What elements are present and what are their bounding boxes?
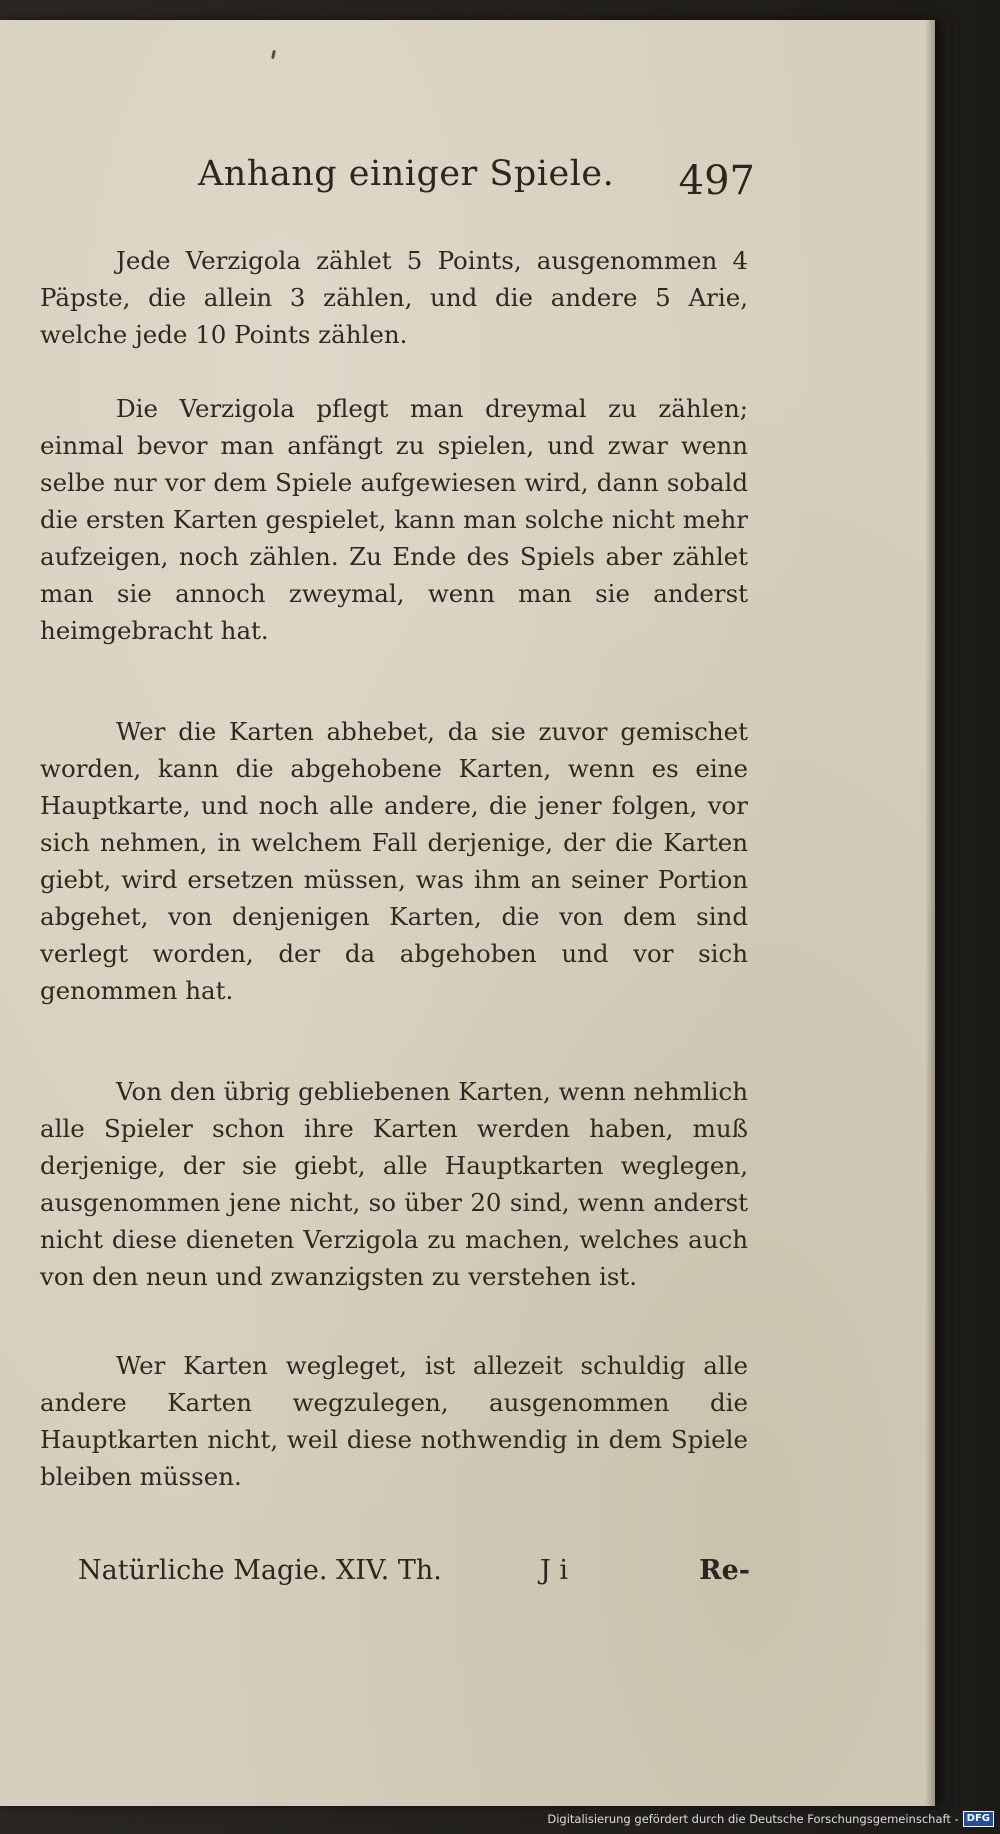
paragraph-4: Von den übrig gebliebenen Karten, wenn nehmlich alle Spieler schon ihre Karten werden haben, muß derjenige, der sie giebt, alle Hauptkarten weglegen, ausgenommen jene nicht, so über 20 sind, wenn anderst nicht diese dieneten Verzigola zu machen, welches auch von den neun und zwanzigsten zu verstehen ist. xyxy=(40,1077,748,1291)
running-title: Anhang einiger Spiele. xyxy=(198,154,615,194)
paragraph-3: Wer die Karten abhebet, da sie zuvor gemischet worden, kann die abgehobene Karten, wenn es eine Hauptkarte, und noch alle andere, die jener folgen, vor sich nehmen, in welchem Fall derjenige, der die Karten giebt, wird ersetzen müssen, was ihm an seiner Portion abgehet, von denjenigen Karten, die von dem sind verlegt worden, der da abgehoben und vor sich genommen hat. xyxy=(40,717,748,1005)
paragraph-5: Wer Karten wegleget, ist allezeit schuldig alle andere Karten wegzulegen, ausgenommen die Hauptkarten nicht, weil diese nothwendig in dem Spiele bleiben müssen. xyxy=(40,1351,748,1491)
sheet-signature: J i xyxy=(540,1555,569,1586)
funding-credit xyxy=(547,1808,994,1830)
signature-line: Natürliche Magie. XIV. Th. xyxy=(78,1555,442,1586)
page-edge-shadow xyxy=(925,20,935,1806)
ink-speck xyxy=(271,50,276,59)
credit-text: Digitalisierung gefördert durch die Deutsche Forschungsgemeinschaft - xyxy=(547,1812,959,1826)
page-header xyxy=(40,150,755,210)
page-footer xyxy=(78,1555,750,1595)
body-text xyxy=(40,242,748,1495)
dfg-logo: DFG xyxy=(963,1811,994,1827)
catchword: Re- xyxy=(699,1555,750,1586)
page-number: 497 xyxy=(678,158,755,204)
scanned-page xyxy=(0,20,935,1806)
paragraph-2: Die Verzigola pflegt man dreymal zu zählen; einmal bevor man anfängt zu spielen, und zwar wenn selbe nur vor dem Spiele aufgewiesen wird, dann sobald die ersten Karten gespielet, kann man solche nicht mehr aufzeigen, noch zählen. Zu Ende des Spiels aber zählet man sie annoch zweymal, wenn man sie anderst heimgebracht hat. xyxy=(40,394,748,645)
paragraph-1: Jede Verzigola zählet 5 Points, ausgenommen 4 Päpste, die allein 3 zählen, und die andere 5 Arie, welche jede 10 Points zählen. xyxy=(40,246,748,349)
